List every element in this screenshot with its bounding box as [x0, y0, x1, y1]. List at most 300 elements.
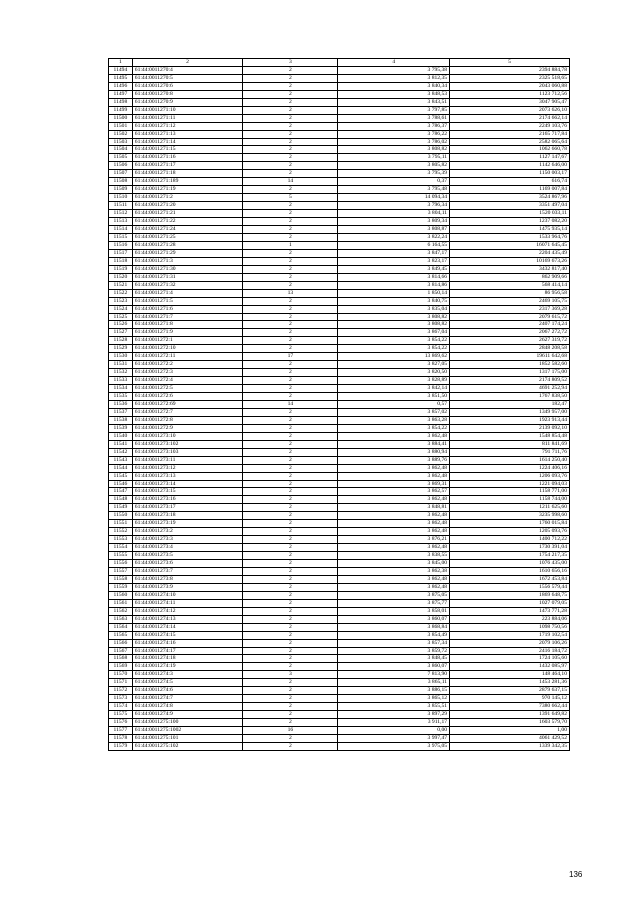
category-cell: 2 [243, 377, 338, 385]
cadastral-value-cell: 3432 817,40 [450, 265, 570, 273]
table-row [109, 82, 570, 90]
cadastral-number-cell: 61:44:0011274:19 [132, 663, 243, 671]
category-cell: 2 [243, 568, 338, 576]
category-cell: 2 [243, 719, 338, 727]
area-cell: 6 164,55 [338, 241, 450, 249]
row-number-cell: 11498 [109, 98, 133, 106]
cadastral-number-cell: 61:44:0011271:10 [132, 106, 243, 114]
row-number-cell: 11519 [109, 265, 133, 273]
table-row [109, 321, 570, 329]
row-number-cell: 11522 [109, 289, 133, 297]
table-row [109, 281, 570, 289]
table-row [109, 512, 570, 520]
cadastral-value-cell: 1221 094,03 [450, 480, 570, 488]
area-cell: 3 795,48 [338, 186, 450, 194]
cadastral-value-cell: 1767 838,50 [450, 393, 570, 401]
cadastral-number-cell: 61:44:0011271:4 [132, 289, 243, 297]
category-cell: 2 [243, 106, 338, 114]
category-cell: 2 [243, 599, 338, 607]
row-number-cell: 11552 [109, 528, 133, 536]
table-row [109, 544, 570, 552]
table-row [109, 408, 570, 416]
cadastral-value-cell: 7380 662,44 [450, 703, 570, 711]
cadastral-number-cell: 61:44:0011273:7 [132, 568, 243, 576]
category-cell: 2 [243, 639, 338, 647]
table-row [109, 552, 570, 560]
cadastral-number-cell: 61:44:0011271:28 [132, 241, 243, 249]
cadastral-number-cell: 61:44:0011273:15 [132, 488, 243, 496]
cadastral-value-cell: 1453 281,36 [450, 679, 570, 687]
category-cell: 2 [243, 257, 338, 265]
cadastral-value-cell: 1475 935,14 [450, 226, 570, 234]
column-header-3: 3 [243, 59, 338, 67]
column-header-5: 5 [450, 59, 570, 67]
row-number-cell: 11523 [109, 297, 133, 305]
table-row [109, 114, 570, 122]
cadastral-number-cell: 61:44:0011271:8 [132, 321, 243, 329]
cadastral-value-table [108, 58, 570, 751]
row-number-cell: 11541 [109, 440, 133, 448]
table-row [109, 568, 570, 576]
column-header-1: 1 [109, 59, 133, 67]
cadastral-value-cell: 1730 391,04 [450, 544, 570, 552]
table-row [109, 138, 570, 146]
table-row [109, 313, 570, 321]
cadastral-number-cell: 61:44:0011271:13 [132, 130, 243, 138]
table-row [109, 735, 570, 743]
row-number-cell: 11502 [109, 130, 133, 138]
column-header-2: 2 [132, 59, 243, 67]
row-number-cell: 11532 [109, 369, 133, 377]
row-number-cell: 11549 [109, 504, 133, 512]
cadastral-value-cell: 10169 673,26 [450, 257, 570, 265]
cadastral-value-cell: 1520 033,11 [450, 210, 570, 218]
table-row [109, 639, 570, 647]
cadastral-value-cell: 1432 085,97 [450, 663, 570, 671]
category-cell: 2 [243, 393, 338, 401]
area-cell: 3 796,34 [338, 202, 450, 210]
cadastral-number-cell: 61:44:0011271:19 [132, 186, 243, 194]
cadastral-value-cell: 1603 579,70 [450, 719, 570, 727]
cadastral-value-cell: 1339 342,35 [450, 742, 570, 750]
table-row [109, 480, 570, 488]
cadastral-value-cell: 1027 079,05 [450, 599, 570, 607]
category-cell: 2 [243, 416, 338, 424]
cadastral-number-cell: 61:44:0011273:9 [132, 583, 243, 591]
area-cell: 3 823,17 [338, 257, 450, 265]
row-number-cell: 11505 [109, 154, 133, 162]
cadastral-value-cell: 2582 065,64 [450, 138, 570, 146]
table-row [109, 178, 570, 186]
row-number-cell: 11513 [109, 218, 133, 226]
area-cell: 3 862,48 [338, 583, 450, 591]
table-row [109, 385, 570, 393]
cadastral-value-cell: 2073 626,10 [450, 106, 570, 114]
cadastral-number-cell: 61:44:0011271:18 [132, 170, 243, 178]
row-number-cell: 11550 [109, 512, 133, 520]
area-cell: 3 858,01 [338, 607, 450, 615]
row-number-cell: 11540 [109, 432, 133, 440]
cadastral-value-cell: 568 414,14 [450, 281, 570, 289]
row-number-cell: 11520 [109, 273, 133, 281]
table-row [109, 416, 570, 424]
row-number-cell: 11562 [109, 607, 133, 615]
area-cell: 3 863,28 [338, 416, 450, 424]
cadastral-number-cell: 61:44:0011273:2 [132, 528, 243, 536]
cadastral-number-cell: 61:44:0011272:11 [132, 353, 243, 361]
row-number-cell: 11572 [109, 687, 133, 695]
row-number-cell: 11516 [109, 241, 133, 249]
cadastral-number-cell: 61:44:0011274:7 [132, 695, 243, 703]
cadastral-value-cell: 223 884,06 [450, 615, 570, 623]
category-cell: 2 [243, 735, 338, 743]
row-number-cell: 11518 [109, 257, 133, 265]
cadastral-value-cell: 2416 184,72 [450, 647, 570, 655]
area-cell: 3 820,50 [338, 369, 450, 377]
category-cell: 2 [243, 82, 338, 90]
row-number-cell: 11574 [109, 703, 133, 711]
category-cell: 2 [243, 504, 338, 512]
cadastral-value-cell: 3047 905,47 [450, 98, 570, 106]
row-number-cell: 11560 [109, 591, 133, 599]
cadastral-number-cell: 61:44:0011272:5 [132, 385, 243, 393]
table-row [109, 615, 570, 623]
cadastral-number-cell: 61:44:0011270:8 [132, 90, 243, 98]
category-cell: 2 [243, 146, 338, 154]
cadastral-value-cell: 1169 007,84 [450, 186, 570, 194]
category-cell: 2 [243, 528, 338, 536]
cadastral-number-cell: 61:44:0011271:7 [132, 313, 243, 321]
cadastral-value-cell: 1391 649,82 [450, 711, 570, 719]
column-header-4: 4 [338, 59, 450, 67]
cadastral-number-cell: 61:44:0011271:15 [132, 146, 243, 154]
table-row [109, 377, 570, 385]
table-row [109, 249, 570, 257]
area-cell: 3 862,57 [338, 488, 450, 496]
category-cell: 2 [243, 138, 338, 146]
row-number-cell: 11559 [109, 583, 133, 591]
category-cell: 2 [243, 361, 338, 369]
area-cell: 3 862,48 [338, 528, 450, 536]
cadastral-number-cell: 61:44:0011275:100 [132, 719, 243, 727]
row-number-cell: 11534 [109, 385, 133, 393]
area-cell: 3 875,05 [338, 591, 450, 599]
area-cell: 3 859,72 [338, 647, 450, 655]
category-cell: 5 [243, 194, 338, 202]
cadastral-value-cell: 1719 102,54 [450, 631, 570, 639]
row-number-cell: 11539 [109, 424, 133, 432]
cadastral-number-cell: 61:44:0011271:11 [132, 114, 243, 122]
category-cell: 2 [243, 456, 338, 464]
area-cell: 3 822,24 [338, 233, 450, 241]
cadastral-value-cell: 2174 662,14 [450, 114, 570, 122]
row-number-cell: 11527 [109, 329, 133, 337]
cadastral-value-cell: 2174 809,52 [450, 377, 570, 385]
row-number-cell: 11557 [109, 568, 133, 576]
area-cell: 3 809,34 [338, 218, 450, 226]
cadastral-number-cell: 61:44:0011274:14 [132, 623, 243, 631]
row-number-cell: 11578 [109, 735, 133, 743]
table-row [109, 703, 570, 711]
row-number-cell: 11575 [109, 711, 133, 719]
cadastral-value-cell: 862 909,66 [450, 273, 570, 281]
row-number-cell: 11494 [109, 66, 133, 74]
cadastral-value-cell: 2204 435,49 [450, 249, 570, 257]
category-cell: 2 [243, 281, 338, 289]
cadastral-number-cell: 61:44:0011271:17 [132, 162, 243, 170]
area-cell: 3 840,75 [338, 297, 450, 305]
row-number-cell: 11577 [109, 727, 133, 735]
cadastral-value-cell: 4691 252,94 [450, 385, 570, 393]
category-cell: 2 [243, 742, 338, 750]
cadastral-value-cell: 1237 082,20 [450, 218, 570, 226]
category-cell: 2 [243, 591, 338, 599]
category-cell: 2 [243, 98, 338, 106]
row-number-cell: 11529 [109, 345, 133, 353]
row-number-cell: 11524 [109, 305, 133, 313]
row-number-cell: 11495 [109, 74, 133, 82]
row-number-cell: 11555 [109, 552, 133, 560]
category-cell: 16 [243, 727, 338, 735]
category-cell: 2 [243, 385, 338, 393]
area-cell: 3 812,35 [338, 74, 450, 82]
cadastral-value-cell: 1614 250,40 [450, 456, 570, 464]
area-cell: 3 848,45 [338, 655, 450, 663]
cadastral-value-cell: 2325 518,65 [450, 74, 570, 82]
row-number-cell: 11567 [109, 647, 133, 655]
cadastral-value-cell: 1400 712,22 [450, 536, 570, 544]
row-number-cell: 11501 [109, 122, 133, 130]
cadastral-number-cell: 61:44:0011274:10 [132, 591, 243, 599]
cadastral-value-cell: 2848 208,58 [450, 345, 570, 353]
area-cell: 3 786,22 [338, 130, 450, 138]
cadastral-value-cell: 1062 660,78 [450, 146, 570, 154]
table-row [109, 361, 570, 369]
cadastral-number-cell: 61:44:0011272:4 [132, 377, 243, 385]
table-row [109, 536, 570, 544]
area-cell: 3 860,07 [338, 615, 450, 623]
category-cell: 2 [243, 273, 338, 281]
table-row [109, 74, 570, 82]
category-cell: 2 [243, 74, 338, 82]
cadastral-value-cell: 2079 106,26 [450, 639, 570, 647]
row-number-cell: 11535 [109, 393, 133, 401]
category-cell: 2 [243, 575, 338, 583]
cadastral-number-cell: 61:44:0011274:5 [132, 679, 243, 687]
cadastral-value-cell: 1,00 [450, 727, 570, 735]
row-number-cell: 11496 [109, 82, 133, 90]
category-cell: 2 [243, 122, 338, 130]
category-cell: 2 [243, 114, 338, 122]
table-row [109, 233, 570, 241]
cadastral-value-cell: 1760 015,84 [450, 520, 570, 528]
table-row [109, 257, 570, 265]
area-cell: 3 795,39 [338, 170, 450, 178]
area-cell: 3 862,38 [338, 568, 450, 576]
cadastral-number-cell: 61:44:0011271:16 [132, 154, 243, 162]
cadastral-value-cell: 2139 092,10 [450, 424, 570, 432]
table-row [109, 671, 570, 679]
area-cell: 3 805,82 [338, 162, 450, 170]
area-cell: 3 997,47 [338, 735, 450, 743]
table-row [109, 289, 570, 297]
row-number-cell: 11570 [109, 671, 133, 679]
cadastral-number-cell: 61:44:0011273:11 [132, 456, 243, 464]
cadastral-number-cell: 61:44:0011273:103 [132, 448, 243, 456]
category-cell: 2 [243, 218, 338, 226]
area-cell: 3 786,37 [338, 122, 450, 130]
cadastral-number-cell: 61:44:0011273:13 [132, 472, 243, 480]
table-header-row [109, 59, 570, 67]
category-cell: 2 [243, 265, 338, 273]
cadastral-value-cell: 4061 429,52 [450, 735, 570, 743]
cadastral-number-cell: 61:44:0011274:6 [132, 687, 243, 695]
cadastral-number-cell: 61:44:0011271:24 [132, 226, 243, 234]
category-cell: 13 [243, 289, 338, 297]
table-row [109, 631, 570, 639]
cadastral-value-cell: 1150 003,17 [450, 170, 570, 178]
cadastral-value-cell: 182,47 [450, 400, 570, 408]
cadastral-number-cell: 61:44:0011273:102 [132, 440, 243, 448]
row-number-cell: 11564 [109, 623, 133, 631]
area-cell: 3 862,48 [338, 575, 450, 583]
row-number-cell: 11526 [109, 321, 133, 329]
area-cell: 3 797,85 [338, 106, 450, 114]
cadastral-value-cell: 1349 957,00 [450, 408, 570, 416]
category-cell: 2 [243, 170, 338, 178]
row-number-cell: 11543 [109, 456, 133, 464]
category-cell: 2 [243, 297, 338, 305]
area-cell: 3 865,11 [338, 679, 450, 687]
table-row [109, 297, 570, 305]
row-number-cell: 11517 [109, 249, 133, 257]
area-cell: 0,57 [338, 400, 450, 408]
table-row [109, 583, 570, 591]
area-cell: 3 843,51 [338, 98, 450, 106]
category-cell: 2 [243, 130, 338, 138]
cadastral-value-cell: 2407 174,24 [450, 321, 570, 329]
cadastral-value-cell: 3235 998,60 [450, 512, 570, 520]
area-cell: 3 884,41 [338, 440, 450, 448]
area-cell: 1 850,14 [338, 289, 450, 297]
category-cell: 2 [243, 321, 338, 329]
cadastral-value-cell: 1852 582,60 [450, 361, 570, 369]
category-cell: 2 [243, 448, 338, 456]
area-cell: 3 808,82 [338, 313, 450, 321]
area-cell: 13 869,62 [338, 353, 450, 361]
cadastral-value-cell: 1533 964,76 [450, 233, 570, 241]
table-row [109, 432, 570, 440]
table-row [109, 695, 570, 703]
category-cell: 2 [243, 536, 338, 544]
row-number-cell: 11533 [109, 377, 133, 385]
cadastral-number-cell: 61:44:0011274:9 [132, 711, 243, 719]
cadastral-value-cell: 148 464,10 [450, 671, 570, 679]
category-cell: 2 [243, 226, 338, 234]
category-cell: 2 [243, 663, 338, 671]
row-number-cell: 11536 [109, 400, 133, 408]
area-cell: 3 868,84 [338, 623, 450, 631]
table-row [109, 623, 570, 631]
row-number-cell: 11571 [109, 679, 133, 687]
area-cell: 3 855,51 [338, 703, 450, 711]
area-cell: 3 804,11 [338, 210, 450, 218]
cadastral-value-cell: 19611 642,68 [450, 353, 570, 361]
area-cell: 3 827,05 [338, 361, 450, 369]
area-cell: 3 848,81 [338, 504, 450, 512]
cadastral-value-cell: 1205 093,76 [450, 528, 570, 536]
row-number-cell: 11576 [109, 719, 133, 727]
cadastral-value-cell: 1127 147,67 [450, 154, 570, 162]
row-number-cell: 11511 [109, 202, 133, 210]
cadastral-number-cell: 61:44:0011272:9 [132, 424, 243, 432]
table-row [109, 122, 570, 130]
category-cell: 2 [243, 464, 338, 472]
area-cell: 0,00 [338, 727, 450, 735]
category-cell: 2 [243, 432, 338, 440]
row-number-cell: 11510 [109, 194, 133, 202]
cadastral-number-cell: 61:44:0011272:7 [132, 408, 243, 416]
table-row [109, 504, 570, 512]
category-cell: 2 [243, 496, 338, 504]
area-cell: 3 867,04 [338, 329, 450, 337]
row-number-cell: 11512 [109, 210, 133, 218]
cadastral-number-cell: 61:44:0011270:6 [132, 82, 243, 90]
cadastral-value-cell: 2469 105,75 [450, 297, 570, 305]
area-cell: 3 862,48 [338, 520, 450, 528]
area-cell: 3 875,77 [338, 599, 450, 607]
cadastral-value-cell: 1076 435,00 [450, 560, 570, 568]
cadastral-value-cell: 1923 913,44 [450, 416, 570, 424]
cadastral-number-cell: 61:44:0011270:4 [132, 66, 243, 74]
table-row [109, 663, 570, 671]
table-row [109, 464, 570, 472]
row-number-cell: 11565 [109, 631, 133, 639]
area-cell: 0,37 [338, 178, 450, 186]
area-cell: 3 889,76 [338, 456, 450, 464]
cadastral-number-cell: 61:44:0011273:10 [132, 432, 243, 440]
category-cell: 2 [243, 607, 338, 615]
category-cell: 2 [243, 369, 338, 377]
table-row [109, 679, 570, 687]
cadastral-number-cell: 61:44:0011271:20 [132, 202, 243, 210]
area-cell: 3 862,48 [338, 544, 450, 552]
row-number-cell: 11563 [109, 615, 133, 623]
cadastral-number-cell: 61:44:0011275:1002 [132, 727, 243, 735]
category-cell: 2 [243, 154, 338, 162]
category-cell: 2 [243, 337, 338, 345]
cadastral-value-cell: 3524 867,96 [450, 194, 570, 202]
cadastral-number-cell: 61:44:0011274:13 [132, 615, 243, 623]
row-number-cell: 11569 [109, 663, 133, 671]
table-row [109, 727, 570, 735]
cadastral-number-cell: 61:44:0011273:14 [132, 480, 243, 488]
category-cell: 2 [243, 623, 338, 631]
table-row [109, 241, 570, 249]
table-row [109, 218, 570, 226]
cadastral-number-cell: 61:44:0011274:15 [132, 631, 243, 639]
cadastral-number-cell: 61:44:0011271:9 [132, 329, 243, 337]
area-cell: 3 848,53 [338, 90, 450, 98]
row-number-cell: 11551 [109, 520, 133, 528]
table-row [109, 742, 570, 750]
area-cell: 3 795,38 [338, 66, 450, 74]
table-row [109, 393, 570, 401]
row-number-cell: 11521 [109, 281, 133, 289]
cadastral-number-cell: 61:44:0011271:5 [132, 297, 243, 305]
cadastral-value-cell: 616,74 [450, 178, 570, 186]
row-number-cell: 11504 [109, 146, 133, 154]
